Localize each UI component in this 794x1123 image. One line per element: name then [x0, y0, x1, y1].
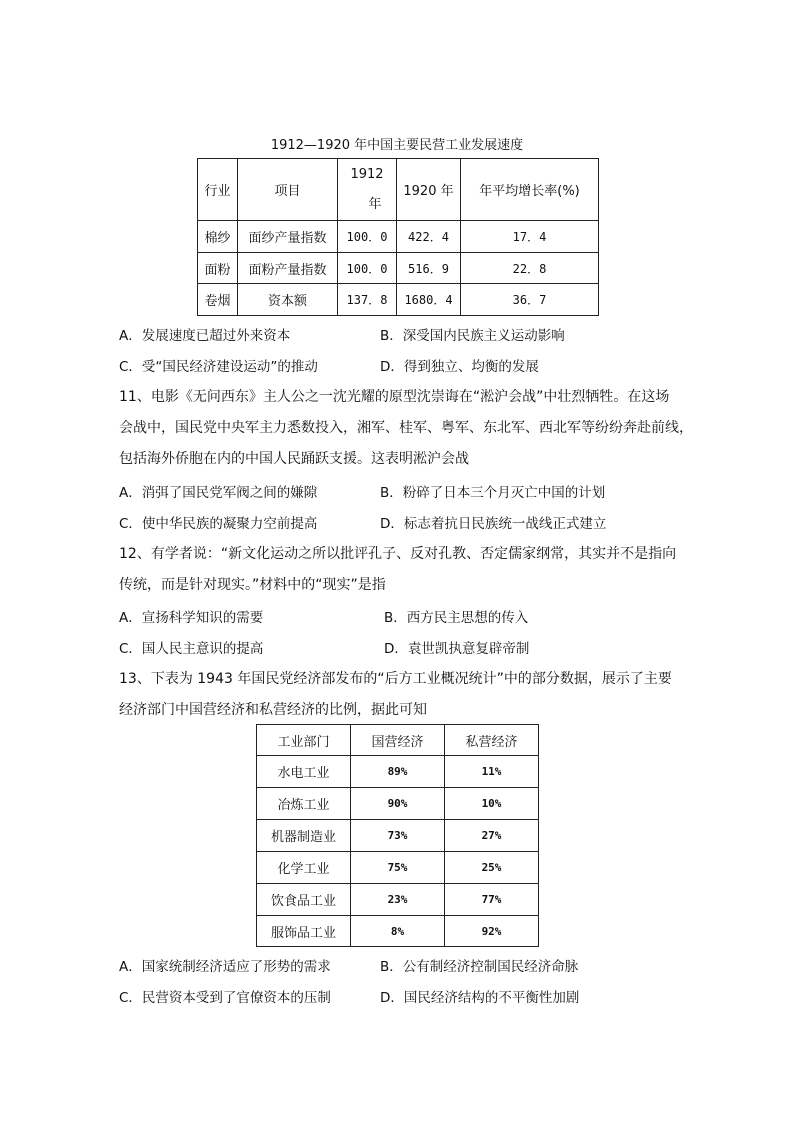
table2-cell: 27%	[445, 820, 539, 852]
table1-cell: 17．4	[461, 221, 599, 253]
q13-option-c: C．民营资本受到了官僚资本的压制	[119, 990, 331, 1006]
table1-cell: 棉纱	[198, 221, 238, 253]
q13-stem-line: 经济部门中国营经济和私营经济的比例，据此可知	[119, 702, 427, 718]
q12-option-b: B．西方民主思想的传入	[384, 610, 529, 626]
table1-cell: 137．8	[338, 284, 397, 316]
q13-stem-line: 13、下表为 1943 年国民党经济部发布的“后方工业概况统计”中的部分数据，展示了主要	[119, 671, 672, 687]
table2-cell: 水电工业	[257, 756, 351, 788]
table1-cell: 面粉	[198, 253, 238, 284]
table1-cell: 422．4	[397, 221, 461, 253]
table1-header-year-top: 1912	[350, 166, 384, 182]
q11-option-a: A．消弭了国民党军阀之间的嫌隙	[119, 485, 318, 501]
q11-stem-line: 包括海外侨胞在内的中国人民踊跃支援。这表明淞沪会战	[119, 451, 469, 467]
q13-option-d: D．国民经济结构的不平衡性加剧	[380, 990, 580, 1006]
table2-cell: 23%	[351, 884, 445, 916]
table1-cell: 22．8	[461, 253, 599, 284]
table1-header-cell	[338, 159, 397, 221]
table1-header-cell: 年平均增长率(%)	[461, 159, 599, 221]
table2-cell: 90%	[351, 788, 445, 820]
table2-cell: 11%	[445, 756, 539, 788]
table1-cell: 资本额	[238, 284, 338, 316]
q12-option-d: D．袁世凯执意复辟帝制	[384, 641, 530, 657]
table2-cell: 92%	[445, 916, 539, 947]
table2-header-row	[257, 725, 539, 756]
q12-stem-line: 12、有学者说：“新文化运动之所以批评孔子、反对孔教、否定儒家纲常，其实并不是指向	[119, 546, 677, 562]
table2-cell: 75%	[351, 852, 445, 884]
q11-stem-line: 会战中，国民党中央军主力悉数投入，湘军、桂军、粤军、东北军、西北军等纷纷奔赴前线，	[119, 420, 693, 436]
table2-header-cell: 私营经济	[445, 725, 539, 756]
table2-row	[257, 820, 539, 852]
table2-cell: 77%	[445, 884, 539, 916]
table2-header-cell: 工业部门	[257, 725, 351, 756]
q10-option-a: A．发展速度已超过外来资本	[119, 328, 291, 344]
q12-stem-line: 传统，而是针对现实。”材料中的“现实”是指	[119, 577, 386, 593]
q11-option-c: C．使中华民族的凝聚力空前提高	[119, 516, 318, 532]
table2-cell: 冶炼工业	[257, 788, 351, 820]
table1	[197, 158, 599, 316]
q12-option-a: A．宣扬科学知识的需要	[119, 610, 264, 626]
table1-header-year-bottom: 年	[368, 196, 382, 212]
table2-cell: 25%	[445, 852, 539, 884]
table2-cell: 8%	[351, 916, 445, 947]
table2-cell: 73%	[351, 820, 445, 852]
table2-cell: 机器制造业	[257, 820, 351, 852]
table2-header-cell: 国营经济	[351, 725, 445, 756]
table1-row	[198, 253, 599, 284]
table2-cell: 10%	[445, 788, 539, 820]
table1-header-cell: 项目	[238, 159, 338, 221]
table2-cell: 89%	[351, 756, 445, 788]
table1-cell: 面纱产量指数	[238, 221, 338, 253]
table2-row	[257, 852, 539, 884]
table1-cell: 面粉产量指数	[238, 253, 338, 284]
table2-cell: 化学工业	[257, 852, 351, 884]
table2-row	[257, 884, 539, 916]
q13-option-b: B．公有制经济控制国民经济命脉	[380, 959, 579, 975]
table1-cell: 516．9	[397, 253, 461, 284]
table1-title: 1912—1920 年中国主要民营工业发展速度	[270, 138, 524, 153]
table1-row	[198, 284, 599, 316]
table1-cell: 100．0	[338, 221, 397, 253]
q11-stem-line: 11、电影《无问西东》主人公之一沈光耀的原型沈崇诲在“淞沪会战”中壮烈牺牲。在这场	[119, 389, 670, 405]
q10-option-b: B．深受国内民族主义运动影响	[380, 328, 565, 344]
q13-option-a: A．国家统制经济适应了形势的需求	[119, 959, 331, 975]
table2-row	[257, 916, 539, 947]
q10-option-c: C．受“国民经济建设运动”的推动	[119, 359, 318, 375]
q11-option-b: B．粉碎了日本三个月灭亡中国的计划	[380, 485, 606, 501]
table1-cell: 36．7	[461, 284, 599, 316]
table1-cell: 100．0	[338, 253, 397, 284]
table2-cell: 服饰品工业	[257, 916, 351, 947]
table1-header-cell: 行业	[198, 159, 238, 221]
table2-row	[257, 788, 539, 820]
q11-option-d: D．标志着抗日民族统一战线正式建立	[380, 516, 607, 532]
q10-option-d: D．得到独立、均衡的发展	[380, 359, 539, 375]
table2-row	[257, 756, 539, 788]
table1-cell: 1680．4	[397, 284, 461, 316]
table2	[256, 724, 539, 947]
table2-cell: 饮食品工业	[257, 884, 351, 916]
table1-cell: 卷烟	[198, 284, 238, 316]
table1-header-row	[198, 159, 599, 221]
q12-option-c: C．国人民主意识的提高	[119, 641, 264, 657]
table1-row	[198, 221, 599, 253]
table1-header-cell: 1920 年	[397, 159, 461, 221]
